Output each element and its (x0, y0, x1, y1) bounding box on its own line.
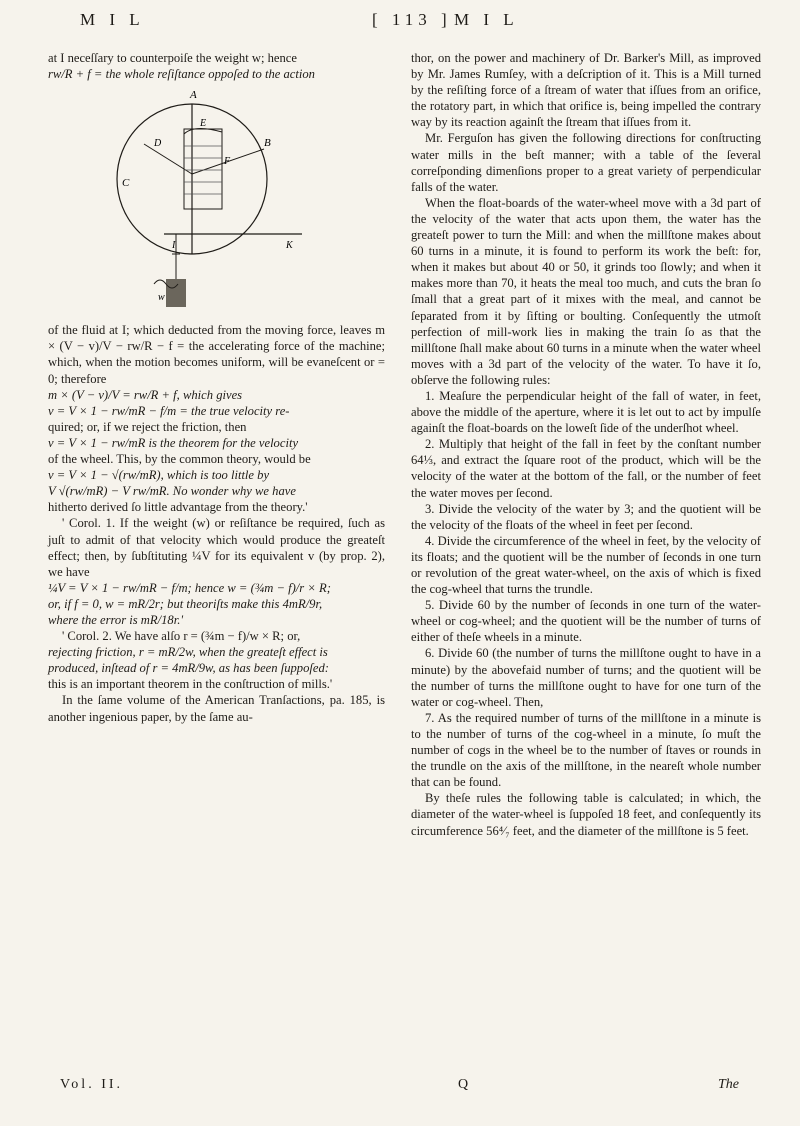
rule-7: 7. As the required number of turns of the millſtone in a minute is to the number of turns of the cog-wheel in a minute, ſo muſt the number of cogs in the wheel be to the number of ſtaves or rounds in the trundle on the axis of the millſtone, in the neareſt whole number that can be found. (411, 710, 761, 790)
catchword: The (718, 1077, 739, 1092)
label-K: K (286, 240, 293, 252)
volume-label: Vol. II. (60, 1077, 124, 1092)
page-number: [ 113 ] (372, 10, 452, 29)
equation: rw/R + f = the whole reſiſtance oppoſed to the action (48, 67, 315, 82)
running-head-left: M I L (80, 10, 145, 29)
equation: ¼V = V × 1 − rw/mR − f/m; hence w = (¾m − f)/r × R; (48, 580, 331, 595)
equation: V √(rw/mR) − V rw/mR. No wonder why we have (48, 484, 296, 499)
paragraph: Mr. Ferguſon has given the following directions for conſtructing water mills in the beſt manner; with a table of the ſeveral correſponding dimenſions proper to a great variety of perpendicular falls of the water. (411, 131, 761, 194)
mill-diagram (114, 84, 314, 314)
right-column (411, 50, 761, 839)
rule-2: 2. Multiply that height of the fall in feet by the conſtant number 64⅓, and extract the ſquare root of the product, which will be the velocity of the water at the bottom of the fall, or the number of feet the water moves per ſecond. (411, 437, 761, 500)
rule-6: 6. Divide 60 (the number of turns the millſtone ought to have in a minute) by the abovefaid number of turns; and the quotient will be the number of turns the millſtone ought to have for one turn of the water or cog-wheel. Then, (411, 646, 761, 709)
paragraph: this is an important theorem in the conſtruction of mills.' (48, 677, 333, 692)
paragraph: of the wheel. This, by the common theory, would be (48, 452, 311, 467)
paragraph: By theſe rules the following table is calculated; in which, the diameter of the water-wheel is ſuppoſed 18 feet, and conſequently its circumference 56⁴⁄₇ feet, and the diameter of the millſtone is 5 feet. (411, 791, 761, 838)
label-C: C (122, 177, 130, 190)
equation: produced, inſtead of r = 4mR/9w, as has been ſuppoſed: (48, 661, 329, 676)
paragraph: at I neceſſary to counterpoiſe the weight w; hence (48, 51, 297, 65)
rule-3: 3. Divide the velocity of the water by 3; and the quotient will be the velocity of the floats of the wheel in feet per ſecond. (411, 501, 761, 532)
paragraph: In the ſame volume of the American Tranſactions, pa. 185, is another ingenious paper, by the ſame au- (48, 693, 385, 724)
equation: v = V × 1 − √(rw/mR), which is too little by (48, 468, 270, 483)
label-D: D (154, 138, 162, 150)
paragraph: ' Corol. 2. We have alſo r = (¾m − f)/w × R; or, (62, 629, 301, 644)
equation: v = V × 1 − rw/mR − f/m = the true velocity re- (48, 403, 290, 418)
equation: v = V × 1 − rw/mR is the theorem for the velocity (48, 435, 299, 450)
label-w: w (158, 292, 165, 304)
label-B: B (264, 137, 271, 150)
equation: or, if f = 0, w = mR/2r; but theoriſts make this 4mR/9r, (48, 596, 323, 611)
paragraph: quired; or, if we reject the friction, then (48, 419, 247, 434)
left-column (48, 50, 385, 725)
label-F: F (224, 156, 231, 168)
equation: where the error is mR/18r.' (48, 612, 184, 627)
paragraph: of the fluid at I; which deducted from the moving force, leaves m × (V − v)/V − rw/R − f = the accelerating force of the machine; which, when the motion becomes uniform, will be evaneſcent or = 0; therefore (48, 323, 385, 386)
paragraph: thor, on the power and machinery of Dr. Barker's Mill, as improved by Mr. James Rumſey, with a deſcription of it. This is a Mill turned by the reſiſting force of a ſtream of water that iſſues from an orifice, the rotatory part, in which that orifice is, being impelled the contrary way by its reaction againſt the ſtream that iſſues from it. (411, 51, 761, 130)
paragraph: When the float-boards of the water-wheel move with a 3d part of the velocity of the water that acts upon them, the water has the greateſt power to turn the Mill: and when the millſtone makes about 60 turns in a minute, it is found to perform its work the beſt: for, when it makes but about 40 or 50, it grinds too ſlowly; and when it makes more than 70, it heats the meal too much, and cuts the bran ſo ſmall that a great part of it mixes with the meal, and cannot be ſeparated from it by ſifting or boulting. Conſequently the utmoſt perfection of mill-work lies in making the train ſo as that the millſtone ſhall make about 60 turns in a minute when the water wheel moves with a 3d part of the velocity of the water. To have it ſo, obſerve the following rules: (411, 195, 761, 387)
rule-1: 1. Meaſure the perpendicular height of the fall of water, in feet, above the middle of the aperture, where it is let out to act by impulſe againſt the float-boards on the loweſt ſide of the underſhot wheel. (411, 388, 761, 436)
signature-mark: Q (458, 1077, 469, 1092)
rule-5: 5. Divide 60 by the number of ſeconds in one turn of the water-wheel or cog-wheel; and the quotient will be the number of turns of either of theſe wheels in a minute. (411, 598, 761, 645)
label-I: I (172, 240, 176, 252)
paragraph: hitherto derived ſo little advantage from the theory.' (48, 500, 308, 515)
equation: m × (V − v)/V = rw/R + f, which gives (48, 387, 243, 402)
label-A: A (190, 89, 197, 102)
equation: rejecting friction, r = mR/2w, when the greateſt effect is (48, 645, 328, 660)
label-E: E (200, 118, 207, 130)
paragraph: ' Corol. 1. If the weight (w) or reſiſtance be required, ſuch as juſt to admit of that velocity which would produce the greateſt effect; then, by ſubſtituting ¼V for its equivalent v (by prop. 2), we have (48, 516, 385, 579)
rule-4: 4. Divide the circumference of the wheel in feet, by the velocity of its floats; and the quotient will be the number of ſeconds in one turn or revolution of the great water-wheel, on the axis of which is fixed the cog-wheel that turns the trundle. (411, 533, 761, 597)
running-head-right: M I L (454, 10, 519, 29)
